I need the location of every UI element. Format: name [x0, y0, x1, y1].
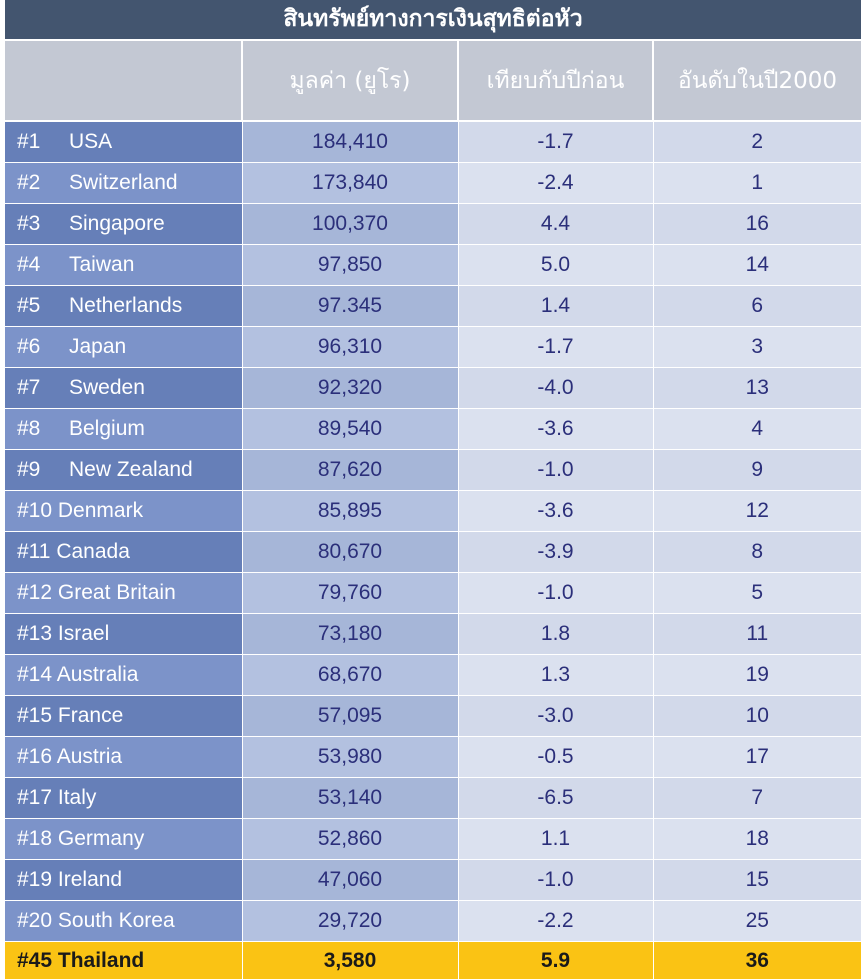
- rank-label: #11: [17, 540, 51, 563]
- country-name: Netherlands: [69, 294, 183, 317]
- change-cell: -6.5: [458, 778, 653, 819]
- rank2000-cell: 8: [653, 532, 861, 573]
- rank2000-cell: 36: [653, 942, 861, 980]
- rank2000-cell: 13: [653, 368, 861, 409]
- rank2000-cell: 6: [653, 286, 861, 327]
- rank2000-cell: 18: [653, 819, 861, 860]
- change-cell: -3.6: [458, 409, 653, 450]
- country-cell: [5, 819, 242, 860]
- table-title: สินทรัพย์ทางการเงินสุทธิต่อหัว: [5, 0, 861, 39]
- rank2000-cell: 15: [653, 860, 861, 901]
- table-row: [5, 778, 861, 819]
- country-name: Singapore: [69, 212, 165, 235]
- rank2000-cell: 4: [653, 409, 861, 450]
- table-row: [5, 450, 861, 491]
- rank2000-cell: 16: [653, 204, 861, 245]
- value-cell: 89,540: [242, 409, 458, 450]
- table-row: [5, 737, 861, 778]
- rank-label: #5: [17, 294, 41, 317]
- rank-label: #16: [17, 745, 53, 768]
- value-cell: 96,310: [242, 327, 458, 368]
- change-cell: -1.0: [458, 573, 653, 614]
- change-cell: 4.4: [458, 204, 653, 245]
- country-cell: [5, 942, 242, 980]
- table-row: [5, 696, 861, 737]
- rank-label: #1: [17, 130, 41, 153]
- table-row: [5, 204, 861, 245]
- rank2000-cell: 14: [653, 245, 861, 286]
- rank2000-cell: 5: [653, 573, 861, 614]
- value-cell: 29,720: [242, 901, 458, 942]
- rank2000-cell: 2: [653, 121, 861, 163]
- country-cell: [5, 327, 242, 368]
- header-change: เทียบกับปีก่อน: [458, 41, 653, 121]
- country-cell: [5, 204, 242, 245]
- table-row: [5, 327, 861, 368]
- country-name: Thailand: [57, 948, 145, 972]
- change-cell: 1.3: [458, 655, 653, 696]
- country-cell: [5, 163, 242, 204]
- change-cell: 1.1: [458, 819, 653, 860]
- change-cell: -2.4: [458, 163, 653, 204]
- rank2000-cell: 12: [653, 491, 861, 532]
- table-container: [5, 0, 861, 980]
- change-cell: -1.7: [458, 121, 653, 163]
- country-name: Austria: [56, 745, 123, 768]
- value-cell: 97,850: [242, 245, 458, 286]
- value-cell: 52,860: [242, 819, 458, 860]
- value-cell: 100,370: [242, 204, 458, 245]
- country-cell: [5, 368, 242, 409]
- rank-label: #10: [17, 499, 53, 522]
- change-cell: -3.6: [458, 491, 653, 532]
- value-cell: 73,180: [242, 614, 458, 655]
- rank-label: #19: [17, 868, 53, 891]
- rank2000-cell: 3: [653, 327, 861, 368]
- country-name: Japan: [69, 335, 127, 358]
- country-cell: [5, 778, 242, 819]
- rank-label: #6: [17, 335, 41, 358]
- change-cell: -1.0: [458, 450, 653, 491]
- country-cell: [5, 245, 242, 286]
- country-name: Switzerland: [69, 171, 178, 194]
- table-row: [5, 819, 861, 860]
- value-cell: 97.345: [242, 286, 458, 327]
- rank2000-cell: 25: [653, 901, 861, 942]
- rank2000-cell: 19: [653, 655, 861, 696]
- value-cell: 68,670: [242, 655, 458, 696]
- table-row: [5, 409, 861, 450]
- country-cell: [5, 901, 242, 942]
- country-cell: [5, 286, 242, 327]
- country-cell: [5, 491, 242, 532]
- country-name: Italy: [57, 786, 97, 809]
- country-cell: [5, 121, 242, 163]
- rank-label: #7: [17, 376, 41, 399]
- table-row: [5, 286, 861, 327]
- rank-label: #18: [17, 827, 53, 850]
- table-row: [5, 901, 861, 942]
- country-cell: [5, 450, 242, 491]
- country-name: Australia: [56, 663, 139, 686]
- change-cell: -4.0: [458, 368, 653, 409]
- change-cell: -3.9: [458, 532, 653, 573]
- country-cell: [5, 532, 242, 573]
- rank2000-cell: 17: [653, 737, 861, 778]
- country-name: Sweden: [69, 376, 145, 399]
- country-cell: [5, 737, 242, 778]
- value-cell: 87,620: [242, 450, 458, 491]
- country-name: Belgium: [69, 417, 145, 440]
- table-row: [5, 368, 861, 409]
- table-row: [5, 532, 861, 573]
- value-cell: 85,895: [242, 491, 458, 532]
- value-cell: 92,320: [242, 368, 458, 409]
- rank-label: #15: [17, 704, 53, 727]
- country-name: South Korea: [57, 909, 175, 932]
- table-row: [5, 245, 861, 286]
- rank2000-cell: 11: [653, 614, 861, 655]
- country-name: France: [57, 704, 124, 727]
- table-row: [5, 860, 861, 901]
- header-row: [5, 41, 861, 121]
- table-row: [5, 614, 861, 655]
- value-cell: 53,140: [242, 778, 458, 819]
- change-cell: 1.4: [458, 286, 653, 327]
- change-cell: -3.0: [458, 696, 653, 737]
- country-name: USA: [69, 130, 113, 153]
- change-cell: 1.8: [458, 614, 653, 655]
- table-row: [5, 121, 861, 163]
- value-cell: 57,095: [242, 696, 458, 737]
- value-cell: 173,840: [242, 163, 458, 204]
- country-name: Great Britain: [57, 581, 176, 604]
- country-name: Germany: [57, 827, 145, 850]
- rank2000-cell: 1: [653, 163, 861, 204]
- country-name: Denmark: [57, 499, 144, 522]
- rank2000-cell: 10: [653, 696, 861, 737]
- country-name: Ireland: [57, 868, 123, 891]
- change-cell: -0.5: [458, 737, 653, 778]
- rank-label: #12: [17, 581, 53, 604]
- rank-label: #9: [17, 458, 41, 481]
- value-cell: 184,410: [242, 121, 458, 163]
- country-cell: [5, 696, 242, 737]
- rank-label: #17: [17, 786, 53, 809]
- change-cell: 5.0: [458, 245, 653, 286]
- change-cell: -1.7: [458, 327, 653, 368]
- rank-label: #20: [17, 909, 53, 932]
- rank2000-cell: 9: [653, 450, 861, 491]
- value-cell: 80,670: [242, 532, 458, 573]
- rank-label: #14: [17, 663, 53, 686]
- table-row: [5, 655, 861, 696]
- table-row: [5, 491, 861, 532]
- country-name: Israel: [57, 622, 110, 645]
- header-value: มูลค่า (ยูโร): [242, 41, 458, 121]
- rank-label: #4: [17, 253, 41, 276]
- header-country: [5, 41, 242, 121]
- country-cell: [5, 614, 242, 655]
- country-name: Taiwan: [69, 253, 135, 276]
- change-cell: -2.2: [458, 901, 653, 942]
- wealth-table: [5, 41, 861, 980]
- country-cell: [5, 409, 242, 450]
- value-cell: 53,980: [242, 737, 458, 778]
- change-cell: -1.0: [458, 860, 653, 901]
- rank-label: #13: [17, 622, 53, 645]
- country-name: Canada: [56, 540, 130, 563]
- rank-label: #2: [17, 171, 41, 194]
- value-cell: 47,060: [242, 860, 458, 901]
- rank-label: #8: [17, 417, 41, 440]
- value-cell: 3,580: [242, 942, 458, 980]
- rank-label: #3: [17, 212, 41, 235]
- table-body: [5, 121, 861, 980]
- country-name: New Zealand: [69, 458, 193, 481]
- rank2000-cell: 7: [653, 778, 861, 819]
- header-rank2000: อันดับในปี2000: [653, 41, 861, 121]
- value-cell: 79,760: [242, 573, 458, 614]
- rank-label: #45: [17, 948, 53, 972]
- change-cell: 5.9: [458, 942, 653, 980]
- country-cell: [5, 573, 242, 614]
- country-cell: [5, 860, 242, 901]
- table-row: [5, 573, 861, 614]
- country-cell: [5, 655, 242, 696]
- highlight-row: [5, 942, 861, 980]
- table-row: [5, 163, 861, 204]
